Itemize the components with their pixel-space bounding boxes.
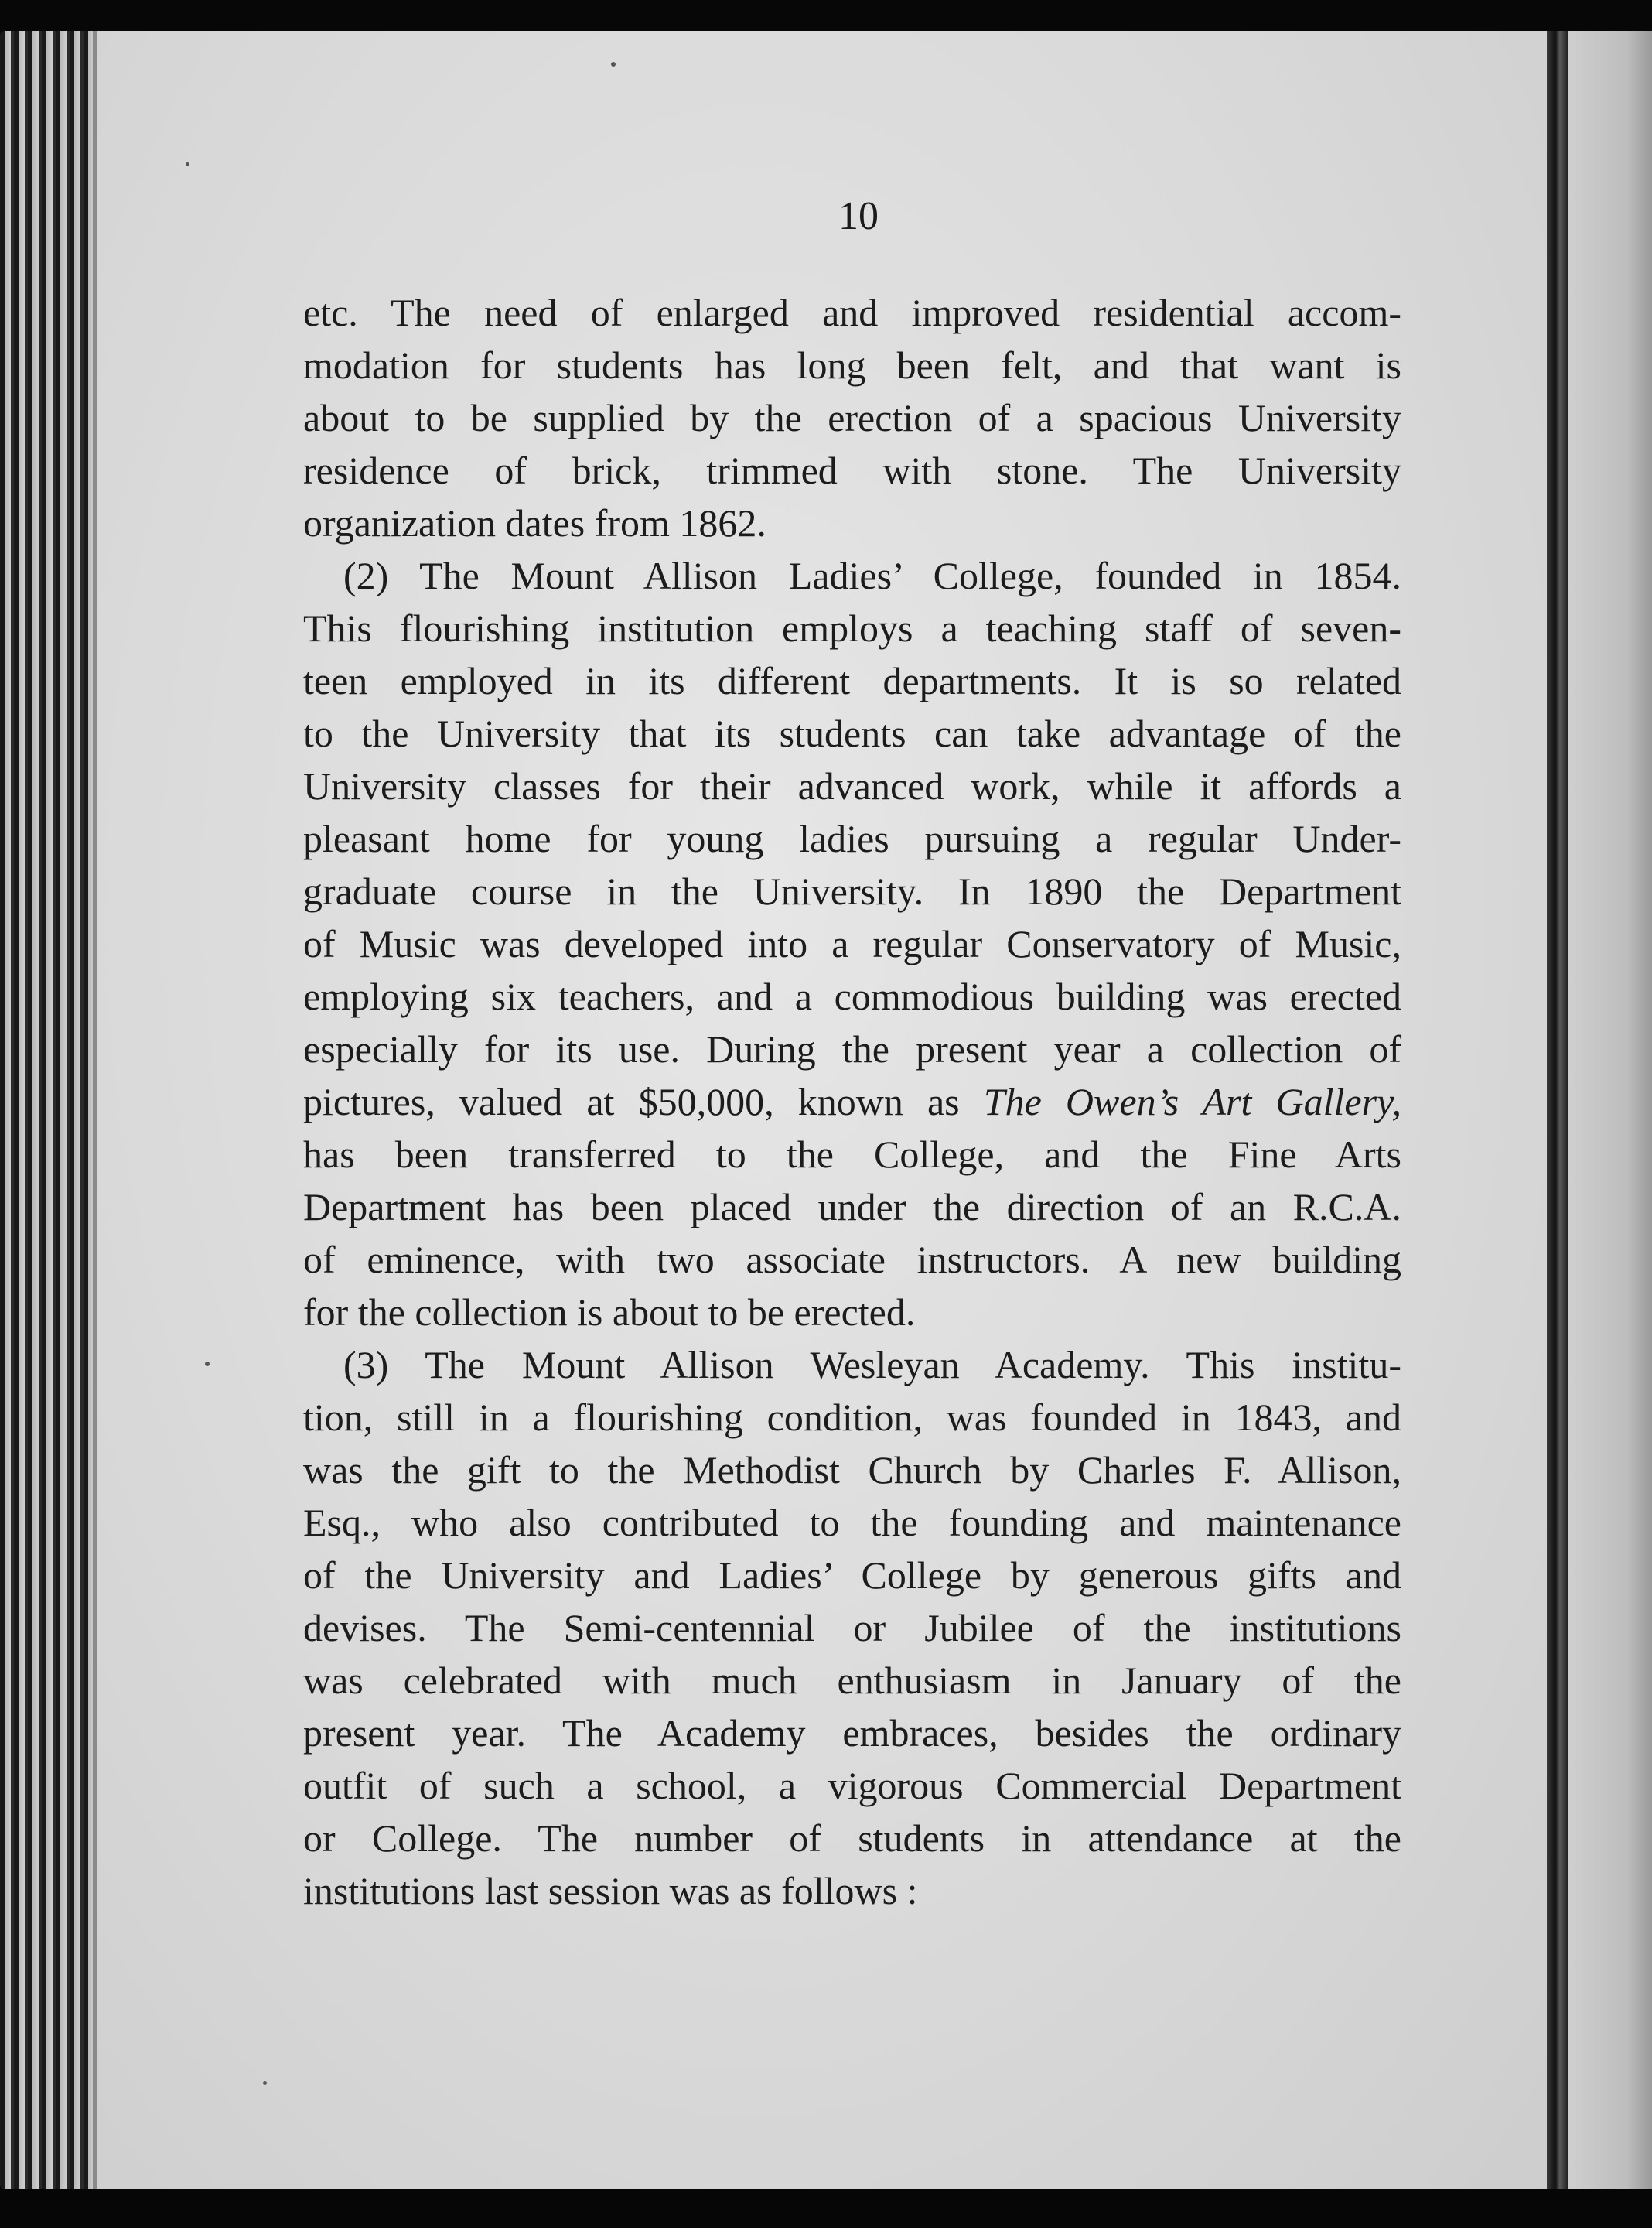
text-line: etc. The need of enlarged and improved residential accom-: [303, 291, 1401, 334]
scan-border: [0, 2189, 1652, 2228]
text-line: Esq., who also contributed to the founding and maintenance: [303, 1501, 1401, 1544]
text-line: to the University that its students can take advantage of the: [303, 712, 1401, 755]
text-line: was the gift to the Methodist Church by Charles F. Allison,: [303, 1448, 1401, 1492]
book-binding-edge: [0, 31, 97, 2189]
paper-speck: [263, 2081, 267, 2085]
text-line: organization dates from 1862.: [303, 501, 766, 545]
text-line: graduate course in the University. In 1890 the Department: [303, 870, 1401, 913]
text-line: has been transferred to the College, and the Fine Arts: [303, 1133, 1401, 1176]
text-line: University classes for their advanced work, while it affords a: [303, 764, 1401, 808]
text-line: employing six teachers, and a commodious building was erected: [303, 975, 1401, 1018]
text-line: This flourishing institution employs a teaching staff of seven-: [303, 607, 1401, 650]
text-line: especially for its use. During the present year a collection of: [303, 1027, 1401, 1071]
text-line: of Music was developed into a regular Conservatory of Music,: [303, 922, 1401, 965]
paper-speck: [611, 62, 616, 67]
text-line: or College. The number of students in attendance at the: [303, 1816, 1401, 1860]
text-line: devises. The Semi-centennial or Jubilee of the institutions: [303, 1606, 1401, 1649]
paper-speck: [186, 162, 189, 166]
text-line: modation for students has long been felt, and that want is: [303, 343, 1401, 387]
text-line: Department has been placed under the direction of an R.C.A.: [303, 1185, 1401, 1228]
text-line: (3) The Mount Allison Wesleyan Academy. This institu-: [343, 1343, 1401, 1386]
text-line: teen employed in its different departments. It is so related: [303, 659, 1401, 702]
adjacent-page-edge: [1568, 31, 1652, 2189]
text-segment: pictures, valued at $50,000, known as: [303, 1080, 960, 1123]
paper-speck: [205, 1362, 210, 1366]
text-line: [303, 1075, 1401, 1128]
text-line: institutions last session was as follows :: [303, 1869, 918, 1912]
art-gallery-name: The Owen’s Art Gallery,: [983, 1080, 1401, 1123]
text-line: for the collection is about to be erected.: [303, 1290, 916, 1334]
text-line: of eminence, with two associate instructors. A new building: [303, 1238, 1401, 1281]
text-line: was celebrated with much enthusiasm in January of the: [303, 1659, 1401, 1702]
text-line: (2) The Mount Allison Ladies’ College, founded in 1854.: [343, 554, 1401, 597]
text-line: residence of brick, trimmed with stone. The University: [303, 449, 1401, 492]
text-line: outfit of such a school, a vigorous Commercial Department: [303, 1764, 1401, 1807]
text-line: tion, still in a flourishing condition, was founded in 1843, and: [303, 1396, 1401, 1439]
text-line: about to be supplied by the erection of a spacious University: [303, 396, 1401, 439]
text-line: pleasant home for young ladies pursuing a regular Under-: [303, 817, 1401, 860]
page-torn-edge: [1547, 31, 1568, 2189]
text-line: of the University and Ladies’ College by generous gifts and: [303, 1553, 1401, 1597]
text-line: present year. The Academy embraces, besides the ordinary: [303, 1711, 1401, 1755]
body-text: [303, 286, 1401, 1917]
page-number: 10: [838, 194, 879, 238]
